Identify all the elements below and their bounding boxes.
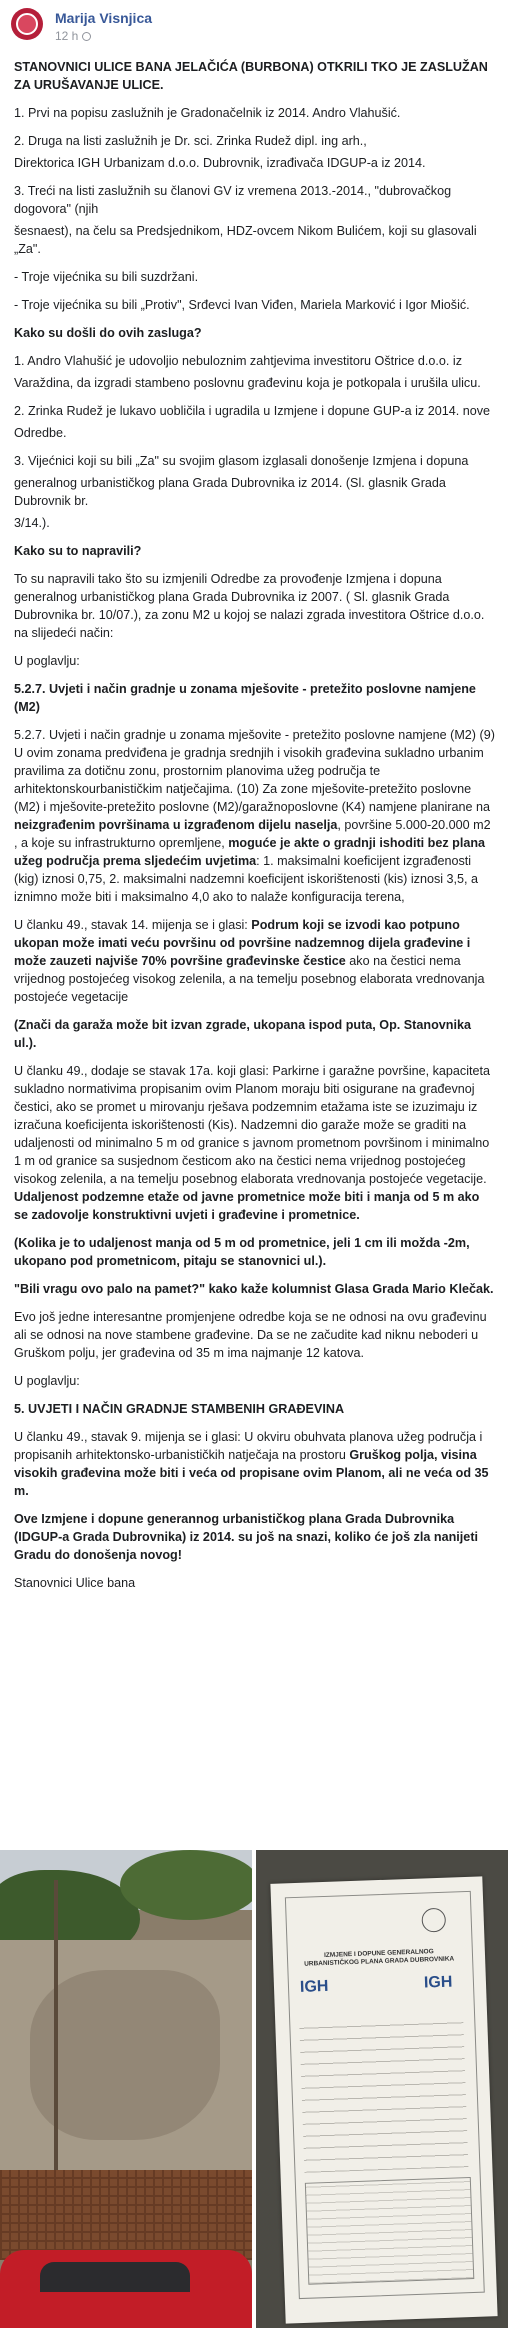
post-paragraph: 3. Vijećnici koji su bili „Za" su svojim glasom izglasali donošenje Izmjena i dopuna [14,454,469,468]
post-paragraph: Evo još jedne interesantne promjenjene odredbe koja se ne odnosi na ovu građevinu ali se odnosi na nove stambene građevine. Da se ne začudite kad niknu neboderi u Gruškom polju, jer građevina od 35 m ima najmanje 12 katova. [14,1310,487,1360]
post-paragraph: (Kolika je to udaljenost manja od 5 m od prometnice, jeli 1 cm ili možda -2m, ukopano pod prometnicom, pitaju se stanovnici ul.). [14,1236,470,1268]
post-paragraph: 1. Andro Vlahušić je udovoljio nebuloznim zahtjevima investitoru Oštrice d.o.o. iz [14,354,463,368]
section-heading: 5. UVJETI I NAČIN GRADNJE STAMBENIH GRAĐEVINA [14,1402,345,1416]
photo-plan-document[interactable] [256,1850,508,2328]
post-paragraph: 2. Druga na listi zaslužnih je Dr. sci. Zrinka Rudež dipl. ing arh., [14,134,367,148]
post-paragraph: Ove Izmjene i dopune generannog urbanističkog plana Grada Dubrovnika (IDGUP-a Grada Dubrovnika) iz 2014. su još na snazi, koliko će još zla nanijeti Gradu do donošenja novog! [14,1512,479,1562]
author-name[interactable]: Marija Visnjica [55,10,153,26]
avatar[interactable] [11,8,43,40]
post-paragraph [14,916,496,1006]
post-paragraph: U poglavlju: [14,1374,80,1388]
post-paragraph: - Troje vijećnika su bili suzdržani. [14,270,199,284]
post-paragraph: (Znači da garaža može bit izvan zgrade, ukopana ispod puta, Op. Stanovnika ul.). [14,1018,471,1050]
section-heading: Kako su to napravili? [14,544,142,558]
document-text-block [299,2017,468,2173]
bold-text: Udaljenost podzemne etaže od javne prometnice može biti i manja od 5 m ako se zadovolje konstruktivni uvjeti i građevine i prometnice. [14,1190,480,1222]
bold-text: Gruškog polja, visina visokih građevina može biti i veća od propisane ovim Planom, ali ne veća od 35 m. [14,1448,489,1498]
post-paragraph [14,1062,496,1224]
bold-text: Podrum koji se izvodi kao potpuno ukopan može imati veću površinu od površine nadzemnog dijela građevine i može zauzeti najviše 70% površine građevinske čestice [14,918,471,968]
section-heading: 5.2.7. Uvjeti i način gradnje u zonama mješovite - pretežito poslovne namjene (M2) [14,682,476,714]
post-body [14,58,496,1602]
post-paragraph: šesnaest), na čelu sa Predsjednikom, HDZ-ovcem Nikom Bulićem, koji su glasovali „Za". [14,224,477,256]
post-timestamp[interactable] [55,29,91,43]
post-paragraph [14,1428,496,1500]
post-paragraph: Varaždina, da izgradi stambeno poslovnu građevinu koja je potkopala i urušila ulicu. [14,376,481,390]
globe-icon [82,32,91,41]
post-paragraph: 2. Zrinka Rudež je lukavo uobličila i ugradila u Izmjene i dopune GUP-a iz 2014. nove [14,404,491,418]
text-run: 5.2.7. Uvjeti i način gradnje u zonama mješovite - pretežito poslovne namjene (M2) (9) U ovim zonama predviđena je gradnja srednjih i visokih građevina sukladno urbanim pravilima za dotičnu zonu, prostornim planovima užeg područja te arhitektonskourbanističkim natječajima. (10) Za zone mješovite-pretežito poslovne (M2) i mješovite-pretežito poslovne (M2)/garažnoposlovne (K4) namjene planirane na [14,728,495,814]
post-header [11,8,501,48]
post-paragraph: 3. Treći na listi zaslužnih su članovi GV iz vremena 2013.-2014., "dubrovačkog dogovora" (njih [14,184,452,216]
post-paragraph [14,726,496,906]
photo-construction-site[interactable] [0,1850,252,2328]
post-paragraph: generalnog urbanističkog plana Grada Dubrovnika iz 2014. (Sl. glasnik Grada Dubrovnik br. [14,476,446,508]
igh-logo: IGH [299,1977,329,1996]
post-signature: Stanovnici Ulice bana [14,1576,136,1590]
document-stamp-table [305,2177,474,2285]
post-paragraph: - Troje vijećnika su bili „Protiv", Srđevci Ivan Viđen, Mariela Marković i Igor Miošić. [14,298,470,312]
text-run: , površine 5.000-20.000 m2 , a koje su infrastrukturno opremljene, [14,818,491,850]
text-run: ako na čestici nema vrijednog postojećeg visokog zelenila, a na temelju posebnog elaborata vrednovanja postojeće vegetacije [14,954,485,1004]
post-paragraph: Direktorica IGH Urbanizam d.o.o. Dubrovnik, izrađivača IDGUP-a iz 2014. [14,156,426,170]
post-paragraph: To su napravili tako što su izmjenili Odredbe za provođenje Izmjena i dopuna generalnog urbanističkog plana Grada Dubrovnika iz 2007. ( Sl. glasnik Grada Dubrovnika br. 10/07.), za zonu M2 u kojoj se nalazi zgrada investitora Oštrice d.o.o. na slijedeći način: [14,572,485,640]
bold-text: neizgrađenim površinama u izgrađenom dijelu naselja [14,818,338,832]
timestamp-text: 12 h [55,29,79,43]
plan-document [270,1876,497,2323]
igh-logo: IGH [423,1973,453,1992]
photo-grid [0,1850,508,2328]
section-heading: Kako su došli do ovih zasluga? [14,326,202,340]
text-run: U članku 49., stavak 9. mijenja se i glasi: U okviru obuhvata planova užeg područja i propisanih arhitektonsko-urbanističkih natječaja na prostoru [14,1430,483,1462]
text-run: : 1. maksimalni koeficijent izgrađenosti (kig) iznosi 0,75, 2. maksimalni nadzemni koeficijent iskorištenosti (kis) iznosi 3,5, a iznimno može biti i maksimalno 4,0 ako to nalaže konfiguracija terena, [14,854,479,904]
text-run: U članku 49., dodaje se stavak 17a. koji glasi: Parkirne i garažne površine, kapaciteta sukladno normativima propisanim ovim Planom moraju biti osigurane na građevnoj čestici, ako se promet u mirovanju rješava podzemnim etažama iste se izuzimaju iz izračuna koeficijenta iskorištenosti (Kis). Nadzemni dio garaže može se graditi na udaljenosti od minimalno 5 m od granice s javnom prometnom površinom i minimalno 1 m od granice sa susjednom česticom ako na čestici nema vrijednog postojećeg visokog zelenila, a na temelju posebnog elaborata vrednovanja postojeće vegetacije. [14,1064,491,1186]
post-paragraph: U poglavlju: [14,654,80,668]
post-paragraph: Odredbe. [14,426,67,440]
document-title: IZMJENE I DOPUNE GENERALNOG URBANISTIČKOG PLANA GRADA DUBROVNIKA [304,1948,455,1968]
post-paragraph: 1. Prvi na popisu zaslužnih je Gradonačelnik iz 2014. Andro Vlahušić. [14,106,401,120]
post-paragraph: "Bili vragu ovo palo na pamet?" kako kaže kolumnist Glasa Grada Mario Klečak. [14,1282,494,1296]
post-paragraph: 3/14.). [14,516,50,530]
text-run: U članku 49., stavak 14. mijenja se i glasi: [14,918,252,932]
bold-text: moguće je akte o gradnji ishoditi bez plana užeg područja prema sljedećim uvjetima [14,836,486,868]
post-title: STANOVNICI ULICE BANA JELAČIĆA (BURBONA) OTKRILI TKO JE ZASLUŽAN ZA URUŠAVANJE ULICE. [14,60,488,92]
